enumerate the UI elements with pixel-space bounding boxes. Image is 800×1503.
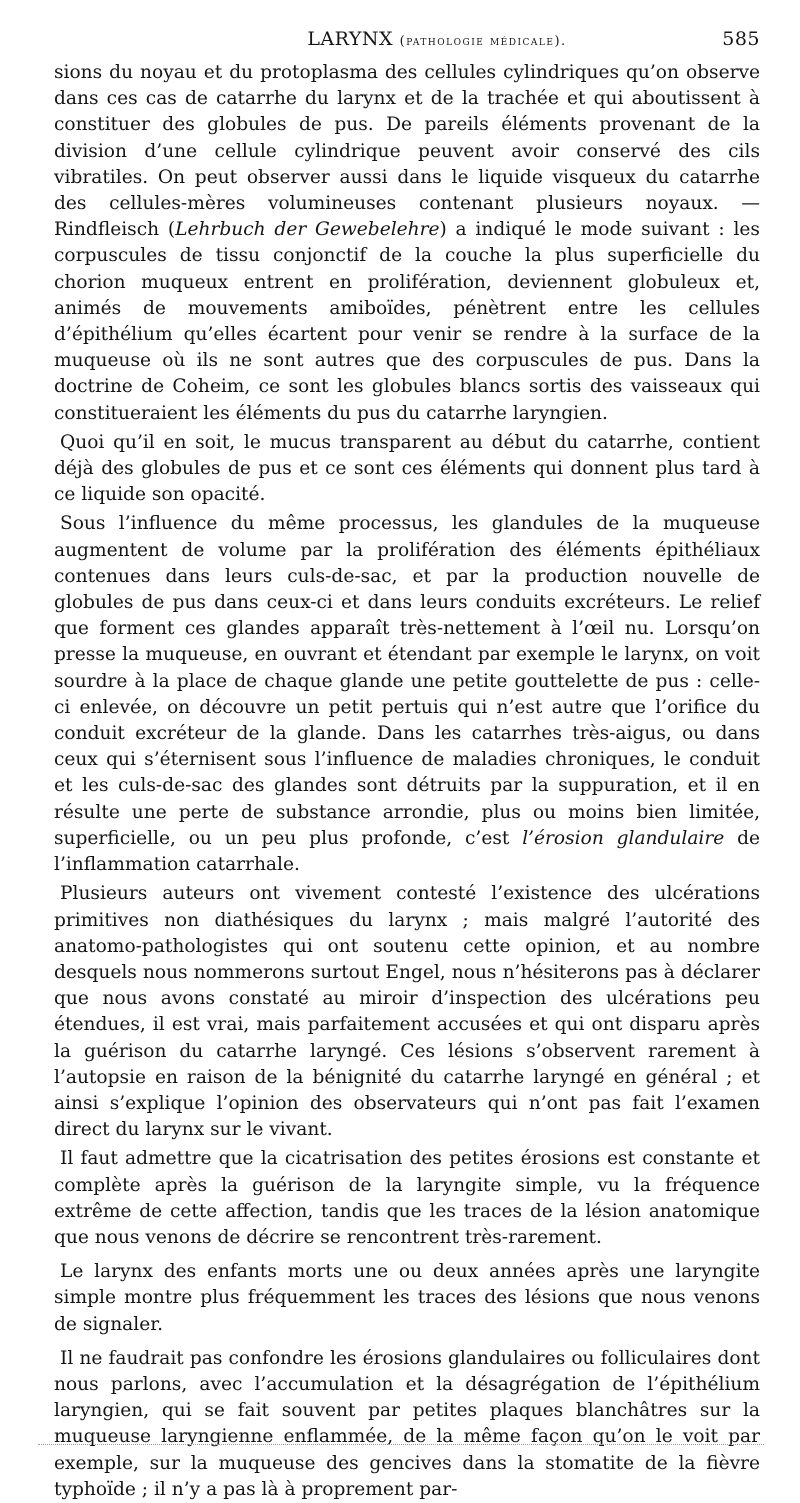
- page-number: 585: [722, 28, 760, 50]
- paragraph-text: Sous l’influence du même processus, les glandules de la muqueuse augmentent de volume par la prolifération des éléments épithéliaux contenues dans leurs culs-de-sac, et par la production nouvelle de globules de pus dans ceux-ci et dans leurs conduits excréteurs. Le relief que forment ces glandes apparaît très-nettement à l’œil nu. Lorsqu’on presse la muqueuse, en ouvrant et étendant par exemple le larynx, on voit sourdre à la place de chaque glande une petite gouttelette de pus : celle-ci enlevée, on découvre un petit pertuis qui n’est autre que l’orifice du conduit excréteur de la glande. Dans les catarrhes très-aigus, ou dans ceux qui s’éternisent sous l’influence de maladies chroniques, le conduit et les culs-de-sac des glandes sont détruits par la suppuration, et il en résulte une perte de substance arrondie, plus ou moins bien limitée, superficielle, ou un peu plus profonde, c’est: [54, 513, 760, 849]
- paragraph-text: Il faut admettre que la cicatrisation des petites érosions est constante et complète après la guérison de la laryngite simple, vu la fréquence extrême de cette affection, tandis que les traces de la lésion anatomique que nous venons de décrire se rencontrent très-rarement.: [54, 1148, 760, 1248]
- emphasis-term: l’érosion glandulaire: [522, 827, 725, 849]
- paragraph: [54, 430, 760, 509]
- header-title: LARYNX: [307, 28, 394, 50]
- paragraph-text: Le larynx des enfants morts une ou deux années après une laryngite simple montre plus fréquemment les traces des lésions que nous venons de signaler.: [54, 1261, 760, 1335]
- paragraph: [54, 1346, 760, 1503]
- paragraph-text: sions du noyau et du protoplasma des cellules cylindriques qu’on observe dans ces cas de catarrhe du larynx et de la trachée et qui aboutissent à constituer des globules de pus. De pareils éléments provenant de la division d’une cellule cylindrique peuvent avoir conservé des cils vibratiles. On peut observer aussi dans le liquide visqueux du catarrhe des cellules-mères volumineuses contenant plusieurs noyaux. — Rindfleisch (: [54, 62, 760, 241]
- paragraph-text: Il ne faudrait pas confondre les érosions glandulaires ou folliculaires dont nous parlons, avec l’accumulation et la désagrégation de l’épithélium laryngien, qui se fait souvent par petites plaques blanchâtres sur la muqueuse laryngienne enflammée, de la même façon qu’on le voit par exemple, sur la muqueuse des gencives dans la stomatite de la fièvre typhoïde ; il n’y a pas là à proprement par-: [54, 1347, 760, 1500]
- paragraph-text: de l’inflammation catarrhale.: [54, 827, 761, 876]
- paragraph-text: Plusieurs auteurs ont vivement contesté l’existence des ulcérations primitives non diathésiques du larynx ; mais malgré l’autorité des anatomo-pathologistes qui ont soutenu cette opinion, et au nombre desquels nous nommerons surtout Engel, nous n’hésiterons pas à déclarer que nous avons constaté au miroir d’inspection des ulcérations peu étendues, il est vrai, mais parfaitement accusées et qui ont disparu après la guérison du catarrhe laryngé. Ces lésions s’observent rarement à l’autopsie en raison de la bénignité du catarrhe laryngé en général ; et ainsi s’explique l’opinion des observateurs qui n’ont pas fait l’examen direct du larynx sur le vivant.: [54, 883, 760, 1141]
- footer-dotted-rule: [38, 1444, 764, 1445]
- running-header: [54, 28, 760, 60]
- paragraph-text: Quoi qu’il en soit, le mucus transparent au début du catarrhe, contient déjà des globules de pus et ce sont ces éléments qui donnent plus tard à ce liquide son opacité.: [54, 431, 760, 506]
- paragraph: [54, 1146, 760, 1251]
- paragraph-continuation: [54, 60, 760, 427]
- header-title-group: [247, 28, 566, 50]
- body-text: [54, 60, 760, 1503]
- header-subtitle: (pathologie médicale).: [399, 34, 567, 49]
- book-page: [54, 28, 760, 1503]
- paragraph: [54, 1259, 760, 1338]
- paragraph: [54, 881, 760, 1143]
- book-title-citation: Lehrbuch der Gewebelehre: [175, 219, 440, 241]
- paragraph: [54, 511, 760, 878]
- paragraph-text: ) a indiqué le mode suivant : les corpuscules de tissu conjonctif de la couche la plus superficielle du chorion muqueux entrent en prolifération, deviennent globuleux et, animés de mouvements amiboïdes, pénètrent entre les cellules d’épithélium qu’elles écartent pour venir se rendre à la surface de la muqueuse où ils ne sont autres que des corpuscules de pus. Dans la doctrine de Coheim, ce sont les globules blancs sortis des vaisseaux qui constitueraient les éléments du pus du catarrhe laryngien.: [54, 219, 760, 424]
